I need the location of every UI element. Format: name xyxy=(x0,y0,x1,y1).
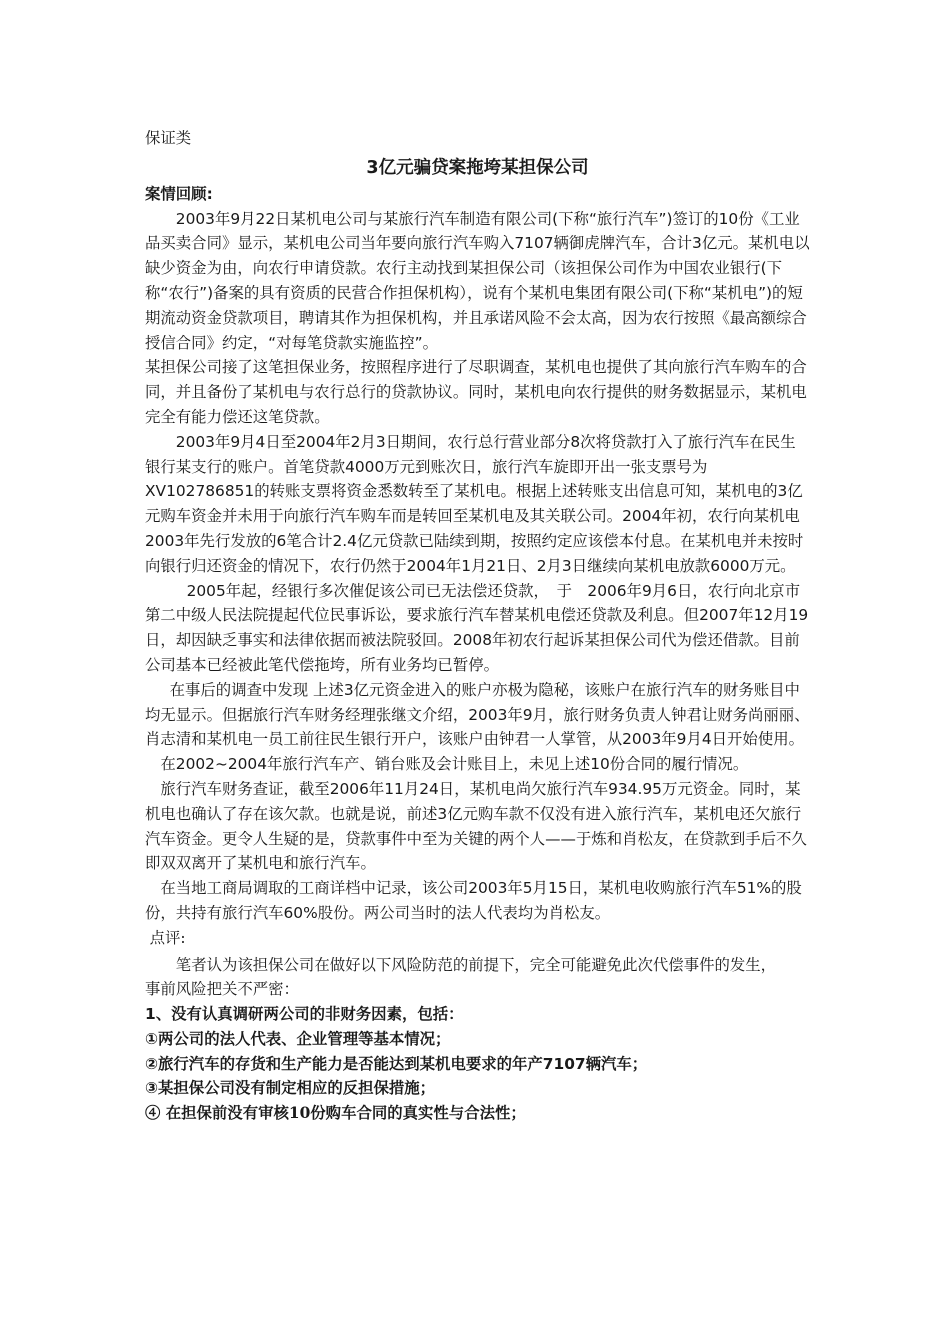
point-1: 1、没有认真调研两公司的非财务因素，包括： xyxy=(145,1005,464,1024)
point-4: ③某担保公司没有制定相应的反担保措施； xyxy=(145,1079,436,1098)
paragraph-5: 在事后的调查中发现 上述3亿元资金进入的账户亦极为隐秘，该账户在旅行汽车的财务账目中均无显示。但据旅行汽车财务经理张继文介绍，2003年9月，旅行财务负责人钟君让财务尚丽丽、肖志清和某机电一员工前往民生银行开户，该账户由钟君一人掌管，从2003年9月4日开始使用。 xyxy=(145,680,810,749)
point-5: ④ 在担保前没有审核10份购车合同的真实性与合法性； xyxy=(145,1104,526,1123)
paragraph-3: 2003年9月4日至2004年2月3日期间，农行总行营业部分8次将贷款打入了旅行汽车在民生银行某支行的账户。首笔贷款4000万元到账次日，旅行汽车旋即开出一张支票号为XV102786851的转账支票将资金悉数转至了某机电。根据上述转账支出信息可知，某机电的3亿元购车资金并未用于向旅行汽车购车而是转回至某机电及其关联公司。2004年初，农行向某机电2003年先行发放的6笔合计2.4亿元贷款已陆续到期，按照约定应该偿本付息。在某机电并未按时向银行归还资金的情况下，农行仍然于2004年1月21日、2月3日继续向某机电放款6000万元。 xyxy=(145,432,804,575)
paragraph-7: 旅行汽车财务查证，截至2006年11月24日，某机电尚欠旅行汽车934.95万元资金。同时，某机电也确认了存在该欠款。也就是说，前述3亿元购车款不仅没有进入旅行汽车，某机电还欠旅行汽车资金。更令人生疑的是，贷款事件中至为关键的两个人——于炼和肖松友，在贷款到手后不久即双双离开了某机电和旅行汽车。 xyxy=(145,779,807,873)
category-label: 保证类 xyxy=(145,129,192,147)
comment-paragraph: 笔者认为该担保公司在做好以下风险防范的前提下，完全可能避免此次代偿事件的发生， xyxy=(175,955,777,974)
document-title: 3亿元骗贷案拖垮某担保公司 xyxy=(366,157,589,178)
paragraph-4: 2005年起，经银行多次催促该公司已无法偿还贷款， 于 2006年9月6日，农行向北京市第二中级人民法院提起代位民事诉讼，要求旅行汽车替某机电偿还贷款及利息。但2007年12月19日，却因缺乏事实和法律依据而被法院驳回。2008年初农行起诉某担保公司代为偿还借款。目前公司基本已经被此笔代偿拖垮，所有业务均已暂停。 xyxy=(145,581,809,674)
pre-risk-label: 事前风险把关不严密： xyxy=(145,980,299,999)
point-3: ②旅行汽车的存货和生产能力是否能达到某机电要求的年产7107辆汽车； xyxy=(145,1054,648,1073)
document-body xyxy=(145,126,810,1126)
paragraph-1: 2003年9月22日某机电公司与某旅行汽车制造有限公司(下称“旅行汽车”)签订的10份《工业品买卖合同》显示，某机电公司当年要向旅行汽车购入7107辆御虎牌汽车，合计3亿元。某机电以缺少资金为由，向农行申请贷款。农行主动找到某担保公司（该担保公司作为中国农业银行(下称“农行”)备案的具有资质的民营合作担保机构），说有个某机电集团有限公司(下称“某机电”)的短期流动资金贷款项目，聘请其作为担保机构，并且承诺风险不会太高，因为农行按照《最高额综合授信合同》约定，“对每笔贷款实施监控”。 xyxy=(145,209,810,352)
paragraph-8: 在当地工商局调取的工商详档中记录，该公司2003年5月15日，某机电收购旅行汽车51%的股份，共持有旅行汽车60%股份。两公司当时的法人代表均为肖松友。 xyxy=(145,879,802,922)
paragraph-2: 某担保公司接了这笔担保业务，按照程序进行了尽职调查，某机电也提供了其向旅行汽车购车的合同，并且备份了某机电与农行总行的贷款协议。同时，某机电向农行提供的财务数据显示，某机电完全有能力偿还这笔贷款。 xyxy=(145,358,807,426)
point-2: ①两公司的法人代表、企业管理等基本情况； xyxy=(145,1029,451,1048)
comment-heading: 点评: xyxy=(149,928,186,947)
case-review-heading: 案情回顾: xyxy=(145,184,213,203)
paragraph-6: 在2002~2004年旅行汽车产、销台账及会计账目上，未见上述10份合同的履行情况。 xyxy=(160,755,749,774)
